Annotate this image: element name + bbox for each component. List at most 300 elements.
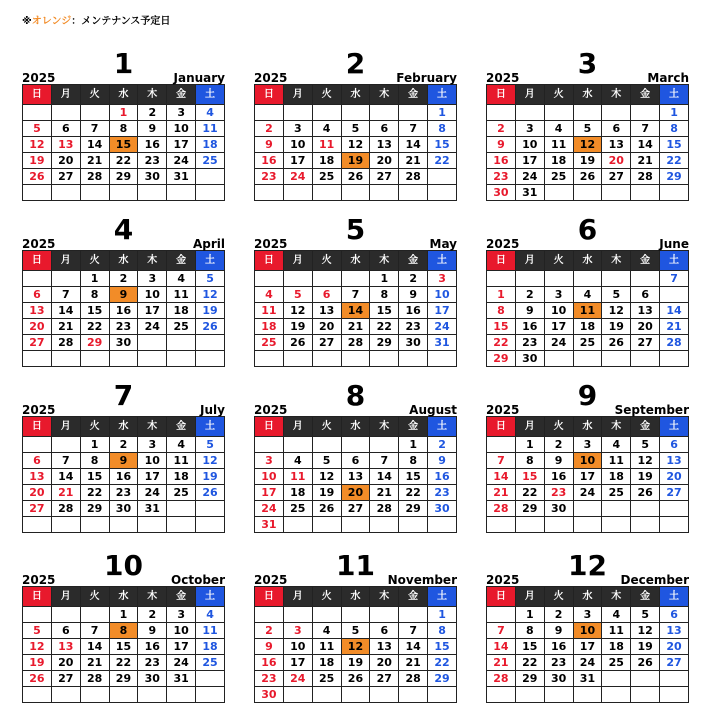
day-cell: [544, 687, 573, 703]
weekday-header: 日: [255, 85, 284, 105]
day-cell: 9: [109, 287, 138, 303]
day-cell: 27: [370, 671, 399, 687]
day-cell: 21: [399, 655, 428, 671]
day-cell: 13: [51, 639, 80, 655]
week-row: [487, 469, 689, 485]
weekday-header: 月: [51, 85, 80, 105]
day-cell: 19: [631, 639, 660, 655]
week-row: [255, 639, 457, 655]
month-name: August: [409, 403, 457, 417]
weekday-header: 木: [370, 85, 399, 105]
day-cell: 3: [283, 623, 312, 639]
day-cell: [370, 517, 399, 533]
day-cell: [544, 271, 573, 287]
day-cell: 11: [312, 639, 341, 655]
day-cell: 16: [399, 303, 428, 319]
day-cell: 25: [255, 335, 284, 351]
day-cell: 18: [167, 469, 196, 485]
weekday-header: 日: [23, 587, 52, 607]
day-cell: 9: [487, 137, 516, 153]
day-cell: 10: [544, 303, 573, 319]
day-cell: 10: [138, 453, 167, 469]
day-cell: 15: [370, 303, 399, 319]
day-cell: 28: [51, 501, 80, 517]
weekday-header: 水: [573, 417, 602, 437]
week-row: [23, 655, 225, 671]
day-cell: 14: [370, 469, 399, 485]
day-cell: 27: [23, 335, 52, 351]
day-cell: [660, 671, 689, 687]
day-cell: [631, 501, 660, 517]
day-cell: 21: [631, 153, 660, 169]
weekday-header: 火: [544, 251, 573, 271]
day-cell: 18: [602, 639, 631, 655]
day-cell: 28: [80, 671, 109, 687]
day-cell: 7: [51, 453, 80, 469]
day-cell: 2: [109, 271, 138, 287]
day-cell: [602, 501, 631, 517]
day-cell: [428, 169, 457, 185]
day-cell: 26: [341, 169, 370, 185]
day-cell: 4: [312, 623, 341, 639]
day-cell: [167, 501, 196, 517]
week-row: [487, 351, 689, 367]
day-cell: [51, 607, 80, 623]
day-cell: 12: [631, 453, 660, 469]
weekday-header: 日: [23, 251, 52, 271]
day-cell: [573, 185, 602, 201]
day-cell: 5: [23, 121, 52, 137]
day-cell: 7: [660, 271, 689, 287]
day-cell: 20: [370, 655, 399, 671]
day-cell: 19: [312, 485, 341, 501]
week-row: [255, 687, 457, 703]
day-cell: 26: [23, 671, 52, 687]
day-cell: 24: [255, 501, 284, 517]
week-row: [255, 469, 457, 485]
day-cell: 29: [660, 169, 689, 185]
day-cell: [544, 351, 573, 367]
day-cell: 14: [399, 639, 428, 655]
day-cell: 28: [370, 501, 399, 517]
weekday-header-row: [255, 85, 457, 105]
day-cell: 6: [660, 437, 689, 453]
day-cell: 19: [23, 153, 52, 169]
day-cell: 23: [138, 153, 167, 169]
month-name: January: [173, 71, 225, 85]
weekday-header: 金: [167, 417, 196, 437]
day-cell: 6: [51, 623, 80, 639]
weekday-header: 日: [23, 417, 52, 437]
day-cell: 1: [399, 437, 428, 453]
weekday-header: 日: [23, 85, 52, 105]
weekday-header: 火: [312, 85, 341, 105]
day-cell: 1: [660, 105, 689, 121]
month-block: [22, 380, 254, 530]
day-cell: 5: [631, 437, 660, 453]
week-row: [487, 623, 689, 639]
month-number: 7: [113, 379, 134, 412]
month-table: [254, 586, 457, 703]
day-cell: [167, 351, 196, 367]
day-cell: 29: [80, 335, 109, 351]
day-cell: 7: [399, 121, 428, 137]
day-cell: 27: [602, 169, 631, 185]
day-cell: 19: [23, 655, 52, 671]
day-cell: 29: [515, 671, 544, 687]
day-cell: 24: [138, 319, 167, 335]
year-label: 2025: [22, 573, 56, 587]
day-cell: 14: [80, 137, 109, 153]
legend-orange-word: オレンジ: [31, 16, 72, 27]
day-cell: 8: [399, 453, 428, 469]
day-cell: 12: [341, 137, 370, 153]
day-cell: [23, 607, 52, 623]
day-cell: [602, 105, 631, 121]
day-cell: 12: [312, 469, 341, 485]
day-cell: 5: [23, 623, 52, 639]
day-cell: [283, 351, 312, 367]
day-cell: [51, 271, 80, 287]
day-cell: [51, 185, 80, 201]
week-row: [255, 351, 457, 367]
day-cell: 20: [23, 485, 52, 501]
day-cell: 12: [573, 137, 602, 153]
day-cell: 28: [660, 335, 689, 351]
day-cell: 29: [487, 351, 516, 367]
day-cell: 27: [51, 671, 80, 687]
weekday-header: 金: [399, 85, 428, 105]
day-cell: [283, 271, 312, 287]
day-cell: 5: [573, 121, 602, 137]
weekday-header: 木: [602, 587, 631, 607]
day-cell: [631, 185, 660, 201]
day-cell: 12: [23, 639, 52, 655]
day-cell: 16: [138, 639, 167, 655]
month-number: 1: [113, 47, 134, 80]
day-cell: 25: [283, 501, 312, 517]
day-cell: 7: [370, 453, 399, 469]
day-cell: 31: [138, 501, 167, 517]
day-cell: 22: [487, 335, 516, 351]
day-cell: [196, 517, 225, 533]
day-cell: 24: [167, 153, 196, 169]
day-cell: 19: [602, 319, 631, 335]
month-block: [254, 550, 486, 700]
day-cell: 6: [370, 121, 399, 137]
day-cell: 3: [138, 437, 167, 453]
day-cell: 30: [515, 351, 544, 367]
day-cell: [370, 185, 399, 201]
day-cell: 27: [341, 501, 370, 517]
weekday-header: 火: [312, 417, 341, 437]
day-cell: [23, 271, 52, 287]
day-cell: 15: [515, 469, 544, 485]
weekday-header: 水: [573, 251, 602, 271]
day-cell: 6: [51, 121, 80, 137]
weekday-header-row: [23, 251, 225, 271]
day-cell: 20: [660, 639, 689, 655]
day-cell: 26: [631, 485, 660, 501]
day-cell: [515, 271, 544, 287]
day-cell: 2: [544, 607, 573, 623]
day-cell: 11: [602, 623, 631, 639]
weekday-header-row: [487, 587, 689, 607]
day-cell: [138, 351, 167, 367]
day-cell: 17: [283, 153, 312, 169]
day-cell: 28: [51, 335, 80, 351]
day-cell: 16: [544, 639, 573, 655]
weekday-header: 火: [544, 417, 573, 437]
day-cell: 11: [255, 303, 284, 319]
month-number: 3: [577, 47, 598, 80]
day-cell: 12: [23, 137, 52, 153]
day-cell: [341, 185, 370, 201]
day-cell: 23: [399, 319, 428, 335]
day-cell: 28: [487, 671, 516, 687]
day-cell: 22: [428, 655, 457, 671]
month-header: [22, 550, 254, 586]
day-cell: 15: [399, 469, 428, 485]
month-number: 5: [345, 213, 366, 246]
day-cell: 7: [80, 121, 109, 137]
day-cell: [341, 607, 370, 623]
month-header: [486, 214, 708, 250]
day-cell: 30: [109, 501, 138, 517]
day-cell: 4: [283, 453, 312, 469]
day-cell: 27: [660, 485, 689, 501]
day-cell: 4: [196, 105, 225, 121]
month-header: [254, 550, 486, 586]
day-cell: 4: [255, 287, 284, 303]
day-cell: [341, 105, 370, 121]
day-cell: 16: [109, 303, 138, 319]
day-cell: [573, 501, 602, 517]
week-row: [255, 437, 457, 453]
day-cell: 18: [167, 303, 196, 319]
day-cell: 4: [602, 437, 631, 453]
weekday-header: 金: [399, 587, 428, 607]
weekday-header: 金: [631, 85, 660, 105]
day-cell: 26: [573, 169, 602, 185]
day-cell: 1: [515, 607, 544, 623]
week-row: [23, 351, 225, 367]
weekday-header: 火: [80, 85, 109, 105]
day-cell: 13: [602, 137, 631, 153]
day-cell: 30: [138, 169, 167, 185]
day-cell: 16: [255, 153, 284, 169]
day-cell: 17: [544, 319, 573, 335]
day-cell: [51, 105, 80, 121]
day-cell: 26: [312, 501, 341, 517]
day-cell: [341, 351, 370, 367]
day-cell: 10: [428, 287, 457, 303]
weekday-header: 火: [544, 85, 573, 105]
day-cell: 20: [660, 469, 689, 485]
week-row: [487, 319, 689, 335]
day-cell: 17: [255, 485, 284, 501]
day-cell: 2: [544, 437, 573, 453]
week-row: [23, 517, 225, 533]
day-cell: [196, 169, 225, 185]
day-cell: 24: [428, 319, 457, 335]
day-cell: 17: [167, 639, 196, 655]
day-cell: 15: [109, 639, 138, 655]
day-cell: [487, 687, 516, 703]
day-cell: [341, 271, 370, 287]
day-cell: [428, 185, 457, 201]
day-cell: [631, 687, 660, 703]
month-name: September: [614, 403, 689, 417]
day-cell: 8: [515, 453, 544, 469]
day-cell: [631, 517, 660, 533]
day-cell: 5: [341, 121, 370, 137]
day-cell: [255, 607, 284, 623]
weekday-header: 金: [631, 417, 660, 437]
day-cell: 14: [80, 639, 109, 655]
day-cell: 11: [312, 137, 341, 153]
weekday-header: 水: [341, 251, 370, 271]
day-cell: 5: [283, 287, 312, 303]
week-row: [487, 185, 689, 201]
weekday-header: 日: [255, 587, 284, 607]
day-cell: 3: [573, 607, 602, 623]
day-cell: 1: [487, 287, 516, 303]
week-row: [487, 287, 689, 303]
day-cell: 1: [80, 271, 109, 287]
day-cell: 30: [487, 185, 516, 201]
week-row: [255, 303, 457, 319]
week-row: [255, 271, 457, 287]
day-cell: 5: [312, 453, 341, 469]
month-table: [22, 250, 225, 367]
day-cell: 22: [428, 153, 457, 169]
day-cell: 30: [544, 671, 573, 687]
day-cell: 8: [109, 121, 138, 137]
day-cell: 29: [109, 169, 138, 185]
week-row: [23, 501, 225, 517]
year-label: 2025: [22, 71, 56, 85]
day-cell: 10: [255, 469, 284, 485]
day-cell: 27: [312, 335, 341, 351]
year-label: 2025: [486, 71, 520, 85]
weekday-header: 土: [196, 251, 225, 271]
day-cell: 28: [399, 169, 428, 185]
day-cell: [399, 687, 428, 703]
day-cell: 3: [138, 271, 167, 287]
day-cell: 31: [167, 169, 196, 185]
day-cell: 24: [573, 655, 602, 671]
week-row: [487, 271, 689, 287]
day-cell: 1: [109, 105, 138, 121]
weekday-header-row: [487, 85, 689, 105]
day-cell: 25: [196, 655, 225, 671]
day-cell: [544, 105, 573, 121]
day-cell: 18: [544, 153, 573, 169]
month-table: [22, 586, 225, 703]
day-cell: 1: [428, 105, 457, 121]
day-cell: [23, 437, 52, 453]
day-cell: [487, 607, 516, 623]
day-cell: 2: [109, 437, 138, 453]
day-cell: 12: [602, 303, 631, 319]
day-cell: 13: [660, 623, 689, 639]
day-cell: 21: [341, 319, 370, 335]
day-cell: 2: [428, 437, 457, 453]
day-cell: 28: [341, 335, 370, 351]
weekday-header: 木: [370, 251, 399, 271]
day-cell: 11: [544, 137, 573, 153]
day-cell: [631, 351, 660, 367]
day-cell: 6: [370, 623, 399, 639]
day-cell: [255, 351, 284, 367]
day-cell: 18: [312, 153, 341, 169]
month-number: 12: [568, 549, 607, 582]
day-cell: 21: [399, 153, 428, 169]
week-row: [487, 437, 689, 453]
day-cell: [312, 351, 341, 367]
day-cell: [109, 687, 138, 703]
month-table: [254, 84, 457, 201]
weekday-header-row: [23, 587, 225, 607]
day-cell: 7: [51, 287, 80, 303]
weekday-header: 土: [428, 587, 457, 607]
weekday-header-row: [23, 85, 225, 105]
weekday-header: 土: [196, 85, 225, 105]
day-cell: 23: [109, 485, 138, 501]
month-block: [254, 214, 486, 364]
day-cell: [631, 105, 660, 121]
day-cell: 31: [167, 671, 196, 687]
week-row: [255, 319, 457, 335]
weekday-header: 木: [602, 417, 631, 437]
week-row: [487, 485, 689, 501]
day-cell: 18: [573, 319, 602, 335]
week-row: [255, 153, 457, 169]
day-cell: 29: [399, 501, 428, 517]
weekday-header: 木: [138, 85, 167, 105]
day-cell: 18: [196, 639, 225, 655]
day-cell: [23, 687, 52, 703]
week-row: [487, 153, 689, 169]
day-cell: 31: [573, 671, 602, 687]
day-cell: 9: [138, 623, 167, 639]
month-name: June: [659, 237, 689, 251]
day-cell: [399, 607, 428, 623]
day-cell: 3: [283, 121, 312, 137]
month-name: May: [429, 237, 457, 251]
day-cell: [23, 517, 52, 533]
day-cell: 24: [283, 671, 312, 687]
day-cell: [573, 517, 602, 533]
day-cell: 29: [515, 501, 544, 517]
weekday-header: 土: [428, 417, 457, 437]
day-cell: [312, 437, 341, 453]
weekday-header: 日: [487, 85, 516, 105]
weekday-header: 土: [196, 587, 225, 607]
weekday-header: 木: [138, 251, 167, 271]
weekday-header: 金: [631, 251, 660, 271]
week-row: [487, 517, 689, 533]
day-cell: 12: [283, 303, 312, 319]
month-table: [486, 84, 689, 201]
day-cell: [573, 687, 602, 703]
day-cell: 14: [399, 137, 428, 153]
day-cell: 13: [51, 137, 80, 153]
day-cell: 16: [428, 469, 457, 485]
day-cell: 23: [515, 335, 544, 351]
day-cell: 24: [283, 169, 312, 185]
